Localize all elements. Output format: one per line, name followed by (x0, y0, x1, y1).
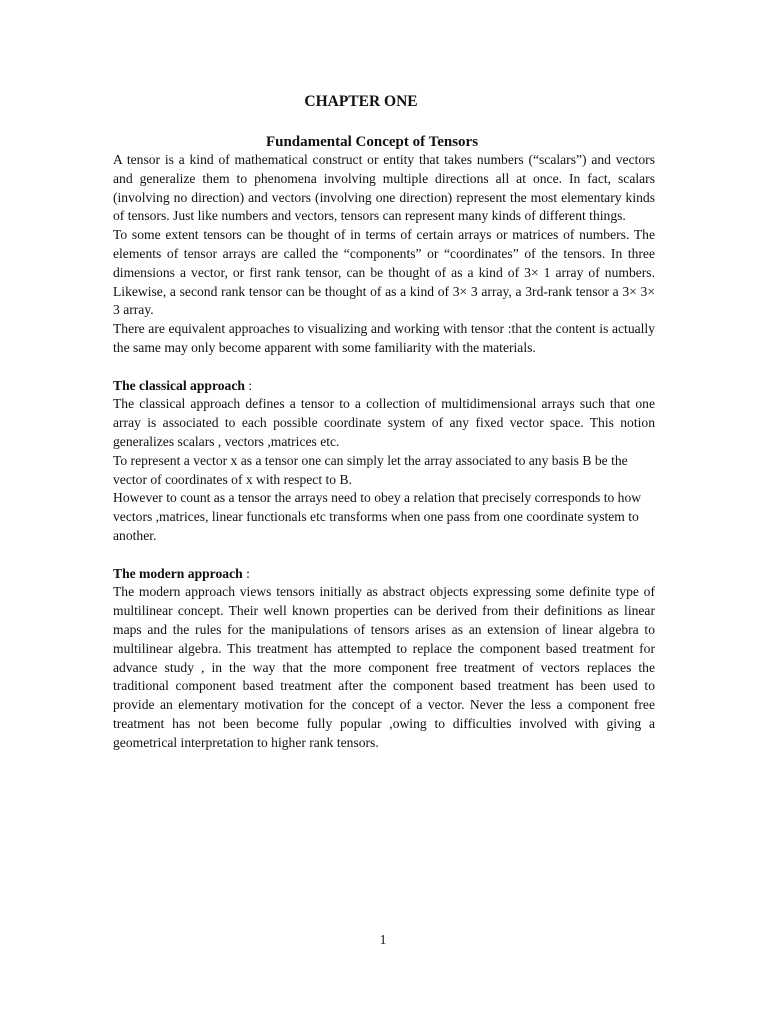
document-title: Fundamental Concept of Tensors (265, 134, 479, 150)
document-body (113, 151, 655, 753)
paragraph-spacer (113, 358, 655, 377)
classical-paragraph: To represent a vector x as a tensor one can simply let the array associated to any basis B be the vector of coordinates of x with respect to B. (113, 452, 628, 487)
intro-paragraph: A tensor is a kind of mathematical construct or entity that takes numbers (“scalars”) and vectors and generalize them to phenomena involving multiple directions all at once. In fact, scalars (involving no direction) and vectors (involving one direction) represent the most elementary kinds of tensors. Just like numbers and vectors, tensors can represent many kinds of different things. (113, 152, 655, 224)
paragraph-spacer (113, 546, 655, 565)
modern-paragraph: The modern approach views tensors initially as abstract objects expressing some definite type of multilinear concept. Their well known properties can be derived from their definitions as linear maps and the rules for the manipulations of tensors arises as an extension of linear algebra to multilinear algebra. This treatment has attempted to replace the component based treatment for advance study , in the way that the more component free treatment of vectors replaces the traditional component based treatment after the component based treatment has been used to provide an elementary motivation for the concept of a vector. Never the less a component free treatment has not been become fully popular ,owing to difficulties involved with giving a geometrical interpretation to higher rank tensors. (113, 584, 655, 750)
page-number: 1 (379, 932, 387, 947)
section-heading-text: The modern approach (113, 565, 243, 581)
section-heading-classical (113, 377, 655, 396)
intro-paragraph: There are equivalent approaches to visualizing and working with tensor :that the content is actually the same may only become apparent with some familiarity with the materials. (113, 321, 655, 355)
intro-paragraph: To some extent tensors can be thought of in terms of certain arrays or matrices of numbers. The elements of tensor arrays are called the “components” or “coordinates” of the tensors. In three dimensions a vector, or first rank tensor, can be thought of as a kind of 3× 1 array of numbers. Likewise, a second rank tensor can be thought of as a kind of 3× 3 array, a 3rd-rank tensor a 3× 3× 3 array. (113, 227, 655, 318)
section-heading-modern (113, 565, 655, 584)
classical-paragraph: However to count as a tensor the arrays need to obey a relation that precisely corresponds to how vectors ,matrices, linear functionals etc transforms when one pass from one coordinate system to another. (113, 490, 642, 543)
section-heading-colon: : (242, 565, 250, 581)
section-heading-colon: : (244, 377, 253, 393)
chapter-heading: CHAPTER ONE (304, 93, 418, 110)
classical-paragraph: The classical approach defines a tensor to a collection of multidimensional arrays such that one array is associated to each possible coordinate system of any fixed vector space. This notion generalizes scalars , vectors ,matrices etc. (113, 396, 655, 449)
section-heading-text: The classical approach (113, 377, 245, 393)
